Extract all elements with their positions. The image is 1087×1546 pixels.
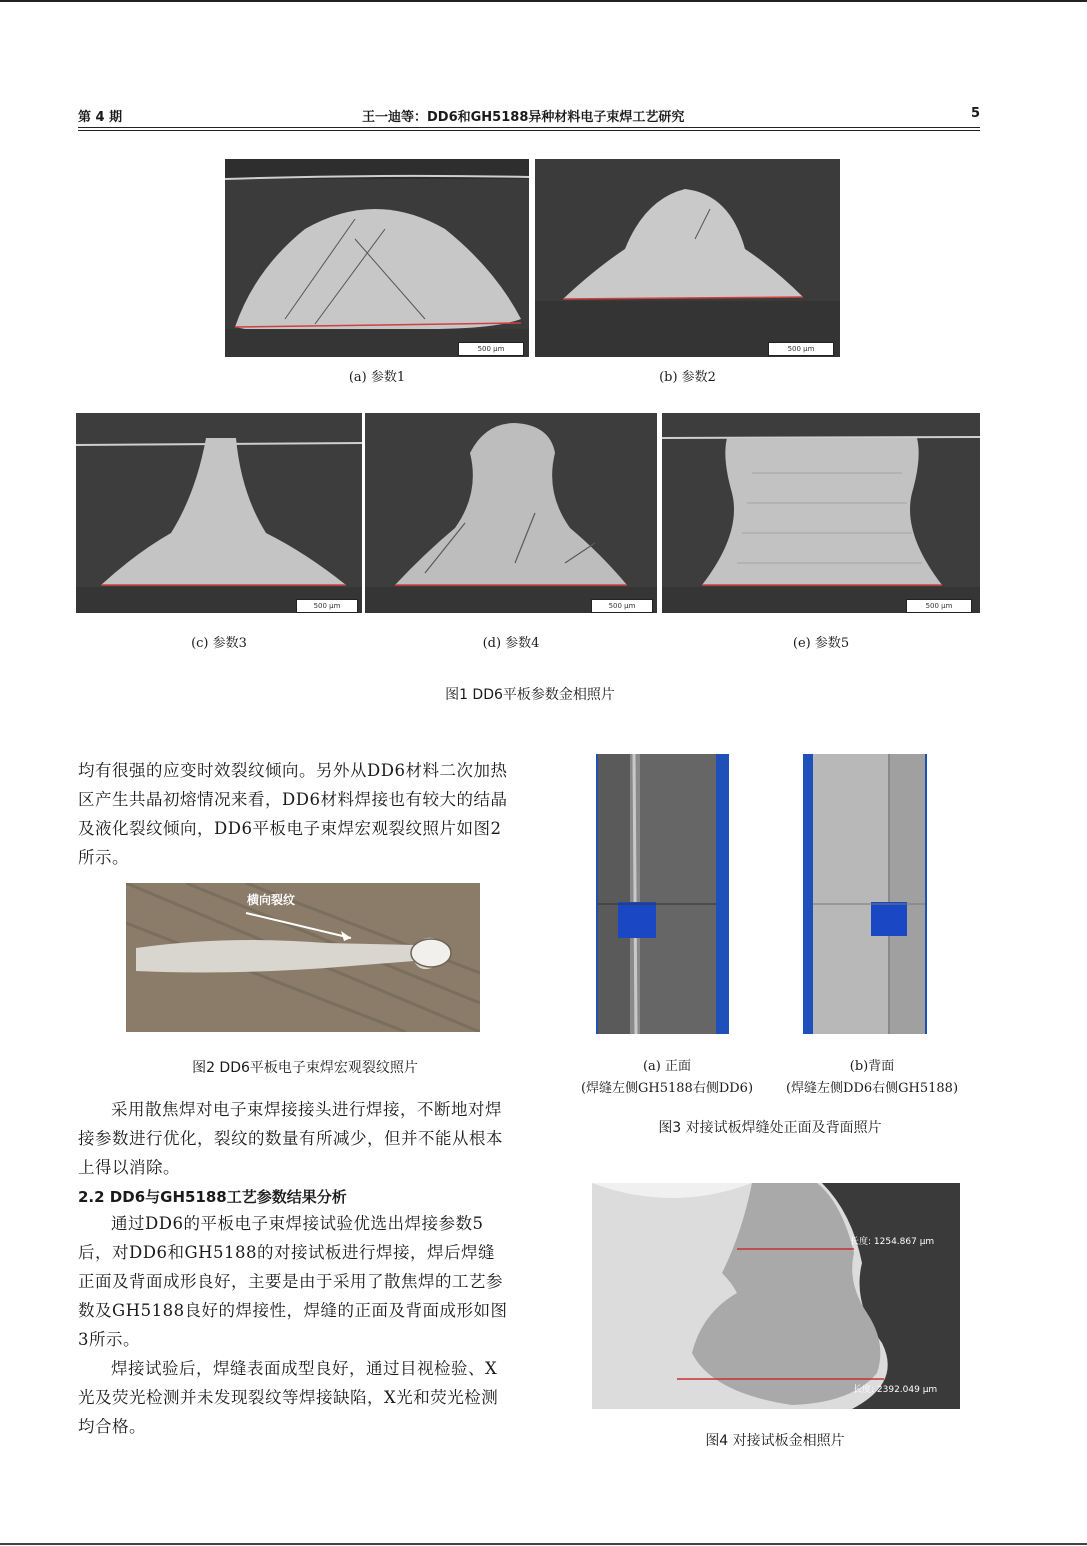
figure3-subcaption-b-line1: (b)背面 — [849, 1059, 895, 1074]
figure2-caption: 图2 DD6平板电子束焊宏观裂纹照片 — [192, 1060, 418, 1076]
figure1-caption: 图1 DD6平板参数金相照片 — [445, 687, 615, 703]
issue-number: 第 4 期 — [78, 110, 123, 125]
figure1-subcaption-b: (b) 参数2 — [659, 370, 716, 385]
figure3-subcaption-b-line2: (焊缝左侧DD6右侧GH5188) — [785, 1081, 959, 1096]
scale-bar: 500 μm — [906, 599, 972, 613]
figure4-photo — [592, 1183, 960, 1409]
figure3-caption: 图3 对接试板焊缝处正面及背面照片 — [658, 1120, 882, 1136]
page-number: 5 — [971, 106, 981, 121]
figure1-photo-e — [662, 413, 980, 613]
paragraph-1: 均有很强的应变时效裂纹倾向。另外从DD6材料二次加热区产生共晶初熔情况来看，DD6材料焊接也有较大的结晶及液化裂纹倾向，DD6平板电子束焊宏观裂纹照片如图2所示。 — [78, 761, 508, 867]
figure3-photo-b — [803, 754, 927, 1034]
figure4-caption: 图4 对接试板金相照片 — [705, 1433, 845, 1449]
measurement-label-top: 长度: 1254.867 μm — [850, 1237, 935, 1247]
figure2-photo — [126, 883, 480, 1032]
scale-bar: 500 μm — [768, 342, 834, 356]
running-title: 王一迪等：DD6和GH5188异种材料电子束焊工艺研究 — [362, 110, 685, 125]
figure3-photo-a — [596, 754, 729, 1034]
top-border — [0, 0, 1087, 2]
figure3-subcaption-a-line2: (焊缝左侧GH5188右侧DD6) — [580, 1081, 754, 1096]
paragraph-2: 采用散焦焊对电子束焊接接头进行焊接，不断地对焊接参数进行优化，裂纹的数量有所减少，但并不能从根本上得以消除。 — [78, 1100, 503, 1177]
bottom-border — [0, 1543, 1087, 1545]
figure1-subcaption-c: (c) 参数3 — [191, 636, 247, 651]
section-heading: 2.2 DD6与GH5188工艺参数结果分析 — [78, 1188, 347, 1206]
paragraph-3: 通过DD6的平板电子束焊接试验优选出焊接参数5后，对DD6和GH5188的对接试板进行焊接，焊后焊缝正面及背面成形良好，主要是由于采用了散焦焊的工艺参数及GH5188良好的焊接性，焊缝的正面及背面成形如图3所示。 — [78, 1214, 508, 1349]
scale-bar: 500 μm — [458, 342, 524, 356]
header-rule — [78, 130, 980, 131]
figure1-subcaption-a: (a) 参数1 — [348, 370, 406, 385]
figure1-subcaption-e: (e) 参数5 — [792, 636, 850, 651]
measurement-label-bottom: 长度: 2392.049 μm — [853, 1385, 938, 1395]
scale-bar: 500 μm — [296, 599, 358, 613]
scale-bar: 500 μm — [591, 599, 653, 613]
figure1-subcaption-d: (d) 参数4 — [482, 636, 540, 651]
figure1-photo-d — [365, 413, 657, 613]
header-rule — [78, 127, 980, 128]
figure3-subcaption-a-line1: (a) 正面 — [642, 1059, 692, 1074]
figure1-photo-c — [76, 413, 362, 613]
figure1-photo-b — [535, 159, 840, 357]
paragraph-4: 焊接试验后，焊缝表面成型良好，通过目视检验、X光及荧光检测并未发现裂纹等焊接缺陷，X光和荧光检测均合格。 — [78, 1359, 499, 1436]
figure1-photo-a — [225, 159, 529, 357]
crack-label: 横向裂纹 — [247, 893, 296, 907]
